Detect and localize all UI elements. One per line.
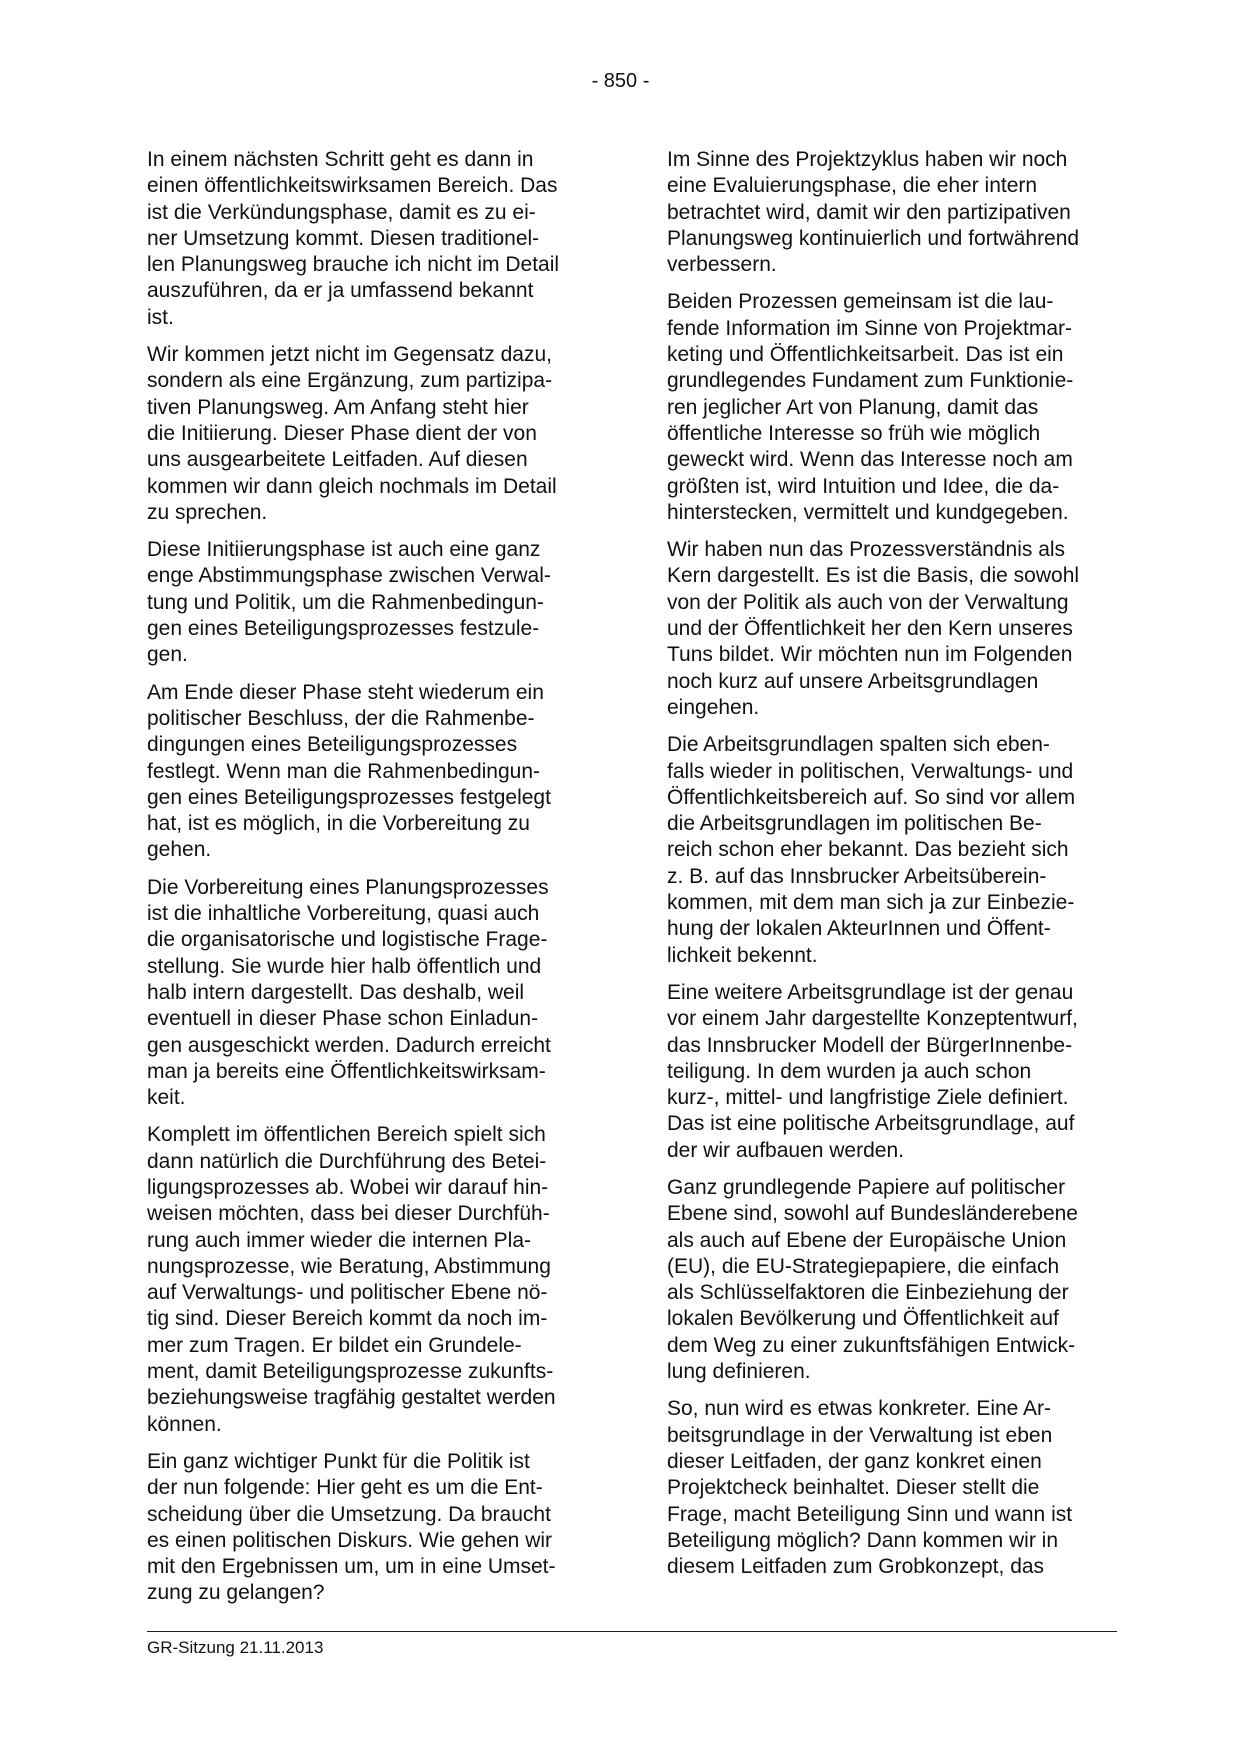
text-line: beziehungsweise tragfähig gestaltet werden [147,1386,556,1410]
text-line: uns ausgearbeitete Leitfaden. Auf diesen [147,448,528,472]
text-line: die Arbeitsgrundlagen im politischen Be- [667,812,1042,836]
text-line: Diese Initiierungsphase ist auch eine ganz [147,538,541,562]
text-line: kurz-, mittel- und langfristige Ziele definiert. [667,1086,1069,1110]
text-line: len Planungsweg brauche ich nicht im Detail [147,253,560,277]
text-line: ist. [147,305,174,329]
paragraph [147,537,595,668]
text-line: der wir aufbauen werden. [667,1138,904,1162]
text-line: scheidung über die Umsetzung. Da braucht [147,1502,551,1526]
text-line: können. [147,1412,222,1436]
text-line: hung der lokalen AkteurInnen und Öffent- [667,917,1051,941]
text-line: stellung. Sie wurde hier halb öffentlich und [147,954,542,978]
text-line: es einen politischen Diskurs. Wie gehen wir [147,1528,553,1552]
text-line: (EU), die EU-Strategiepapiere, die einfach [667,1254,1060,1278]
text-line: Ebene sind, sowohl auf Bundesländerebene [667,1202,1078,1226]
text-line: In einem nächsten Schritt geht es dann in [147,148,534,171]
text-line: ligungsprozesses ab. Wobei wir darauf hin- [147,1175,549,1199]
text-line: noch kurz auf unsere Arbeitsgrundlagen [667,669,1039,693]
text-line: dann natürlich die Durchführung des Betei- [147,1149,547,1173]
text-line: diesem Leitfaden zum Grobkonzept, das [667,1555,1045,1579]
text-line: ner Umsetzung kommt. Diesen traditionel- [147,226,540,250]
text-line: auf Verwaltungs- und politischer Ebene nö- [147,1281,548,1305]
text-line: lichkeit bekennt. [667,943,818,967]
text-line: So, nun wird es etwas konkreter. Eine Ar- [667,1397,1052,1421]
paragraph [667,1175,1115,1385]
text-line: ist die Verkündungsphase, damit es zu ei- [147,200,536,224]
text-line: keit. [147,1086,186,1110]
text-line: rung auch immer wieder die internen Pla- [147,1228,532,1252]
text-line: Eine weitere Arbeitsgrundlage ist der genau [667,980,1074,1004]
text-line: Tuns bildet. Wir möchten nun im Folgenden [667,643,1073,667]
text-line: zu sprechen. [147,500,268,524]
text-line: sondern als eine Ergänzung, zum partizipa- [147,369,553,393]
text-line: Frage, macht Beteiligung Sinn und wann ist [667,1502,1073,1526]
text-line: beitsgrundlage in der Verwaltung ist eben [667,1423,1053,1447]
footer-session-label: GR-Sitzung 21.11.2013 [147,1638,324,1657]
left-column [147,147,595,1618]
text-line: mit den Ergebnissen um, um in eine Umset- [147,1555,556,1579]
text-line: Im Sinne des Projektzyklus haben wir noch [667,148,1068,171]
text-line: die Initiierung. Dieser Phase dient der von [147,421,537,445]
text-line: Das ist eine politische Arbeitsgrundlage, auf [667,1112,1075,1136]
text-line: Ganz grundlegende Papiere auf politischer [667,1175,1066,1199]
text-line: ment, damit Beteiligungsprozesse zukunfts- [147,1360,554,1384]
text-line: eventuell in dieser Phase schon Einladun- [147,1007,539,1031]
text-line: vor einem Jahr dargestellte Konzeptentwurf, [667,1007,1078,1031]
text-line: die organisatorische und logistische Frage- [147,928,548,952]
text-line: eine Evaluierungsphase, die eher intern [667,174,1038,198]
paragraph [147,1122,595,1438]
text-line: nungsprozesse, wie Beratung, Abstimmung [147,1254,551,1278]
text-line: mer zum Tragen. Er bildet ein Grundele- [147,1333,522,1357]
text-line: größten ist, wird Intuition und Idee, die da- [667,474,1060,498]
text-line: das Innsbrucker Modell der BürgerInnenbe- [667,1033,1073,1057]
text-line: ren jeglicher Art von Planung, damit das [667,395,1039,419]
text-line: als Schlüsselfaktoren die Einbeziehung der [667,1281,1069,1305]
text-line: hinterstecken, vermittelt und kundgegeben. [667,500,1069,524]
text-line: auszuführen, da er ja umfassend bekannt [147,279,534,303]
text-line: einen öffentlichkeitswirksamen Bereich. Das [147,174,558,198]
text-line: Komplett im öffentlichen Bereich spielt sich [147,1123,546,1147]
text-line: man ja bereits eine Öffentlichkeitswirksam- [147,1059,546,1083]
text-line: dieser Leitfaden, der ganz konkret einen [667,1449,1042,1473]
text-line: Wir kommen jetzt nicht im Gegensatz dazu, [147,343,552,367]
text-line: Wir haben nun das Prozessverständnis als [667,538,1066,562]
paragraph [667,147,1115,278]
text-line: tig sind. Dieser Bereich kommt da noch im- [147,1307,548,1331]
text-line: gehen. [147,838,212,862]
text-line: Projektcheck beinhaltet. Dieser stellt die [667,1476,1040,1500]
text-line: geweckt wird. Wenn das Interesse noch am [667,448,1073,472]
text-line: kommen wir dann gleich nochmals im Detail [147,474,557,498]
paragraph [147,1449,595,1607]
text-line: lung definieren. [667,1360,811,1384]
text-line: Beiden Prozessen gemeinsam ist die lau- [667,290,1054,314]
text-line: keting und Öffentlichkeitsarbeit. Das ist ein [667,343,1064,367]
text-line: Öffentlichkeitsbereich auf. So sind vor allem [667,785,1076,809]
paragraph [147,342,595,526]
text-line: gen ausgeschickt werden. Dadurch erreicht [147,1033,551,1057]
paragraph [147,875,595,1112]
paragraph [667,1396,1115,1580]
text-line: falls wieder in politischen, Verwaltungs- und [667,759,1074,783]
text-line: zung zu gelangen? [147,1581,325,1605]
text-line: Beteiligung möglich? Dann kommen wir in [667,1528,1059,1552]
text-line: ist die inhaltliche Vorbereitung, quasi auch [147,902,540,926]
text-line: öffentliche Interesse so früh wie möglich [667,421,1041,445]
text-line: dem Weg zu einer zukunftsfähigen Entwick- [667,1333,1076,1357]
text-line: halb intern dargestellt. Das deshalb, weil [147,980,525,1004]
text-line: Planungsweg kontinuierlich und fortwährend [667,226,1080,250]
text-line: z. B. auf das Innsbrucker Arbeitsüberein- [667,864,1047,888]
text-line: als auch auf Ebene der Europäische Union [667,1228,1067,1252]
text-line: teiligung. In dem wurden ja auch schon [667,1059,1032,1083]
text-line: betrachtet wird, damit wir den partizipativen [667,200,1071,224]
text-line: verbessern. [667,253,777,277]
paragraph [147,147,595,331]
text-line: Ein ganz wichtiger Punkt für die Politik ist [147,1449,530,1473]
text-line: lokalen Bevölkerung und Öffentlichkeit auf [667,1307,1059,1331]
paragraph [667,980,1115,1164]
text-line: gen. [147,643,188,667]
text-line: tiven Planungsweg. Am Anfang steht hier [147,395,529,419]
page-number: - 850 - [591,70,650,92]
right-column [667,147,1115,1591]
text-line: Kern dargestellt. Es ist die Basis, die sowohl [667,564,1080,588]
text-line: weisen möchten, dass bei dieser Durchfüh- [147,1202,550,1226]
text-line: kommen, mit dem man sich ja zur Einbezie- [667,891,1075,915]
text-line: gen eines Beteiligungsprozesses festgelegt [147,785,551,809]
text-line: grundlegendes Fundament zum Funktionie- [667,369,1074,393]
text-line: Die Vorbereitung eines Planungsprozesses [147,875,549,899]
text-line: der nun folgende: Hier geht es um die Ent- [147,1476,543,1500]
paragraph [667,289,1115,526]
text-line: festlegt. Wenn man die Rahmenbedingun- [147,759,541,783]
text-line: Die Arbeitsgrundlagen spalten sich eben- [667,733,1050,757]
text-line: Am Ende dieser Phase steht wiederum ein [147,680,544,704]
text-line: und der Öffentlichkeit her den Kern unseres [667,617,1073,641]
text-line: von der Politik als auch von der Verwaltung [667,590,1069,614]
text-line: fende Information im Sinne von Projektmar- [667,316,1073,340]
paragraph [147,680,595,864]
text-line: dingungen eines Beteiligungsprozesses [147,733,518,757]
text-line: eingehen. [667,695,760,719]
text-line: gen eines Beteiligungsprozesses festzule- [147,617,540,641]
text-line: politischer Beschluss, der die Rahmenbe- [147,706,535,730]
paragraph [667,732,1115,969]
text-line: hat, ist es möglich, in die Vorbereitung zu [147,812,530,836]
text-line: reich schon eher bekannt. Das bezieht sich [667,838,1069,862]
text-line: enge Abstimmungsphase zwischen Verwal- [147,564,551,588]
footer-divider [147,1631,1117,1632]
text-line: tung und Politik, um die Rahmenbedingun- [147,590,544,614]
paragraph [667,537,1115,721]
